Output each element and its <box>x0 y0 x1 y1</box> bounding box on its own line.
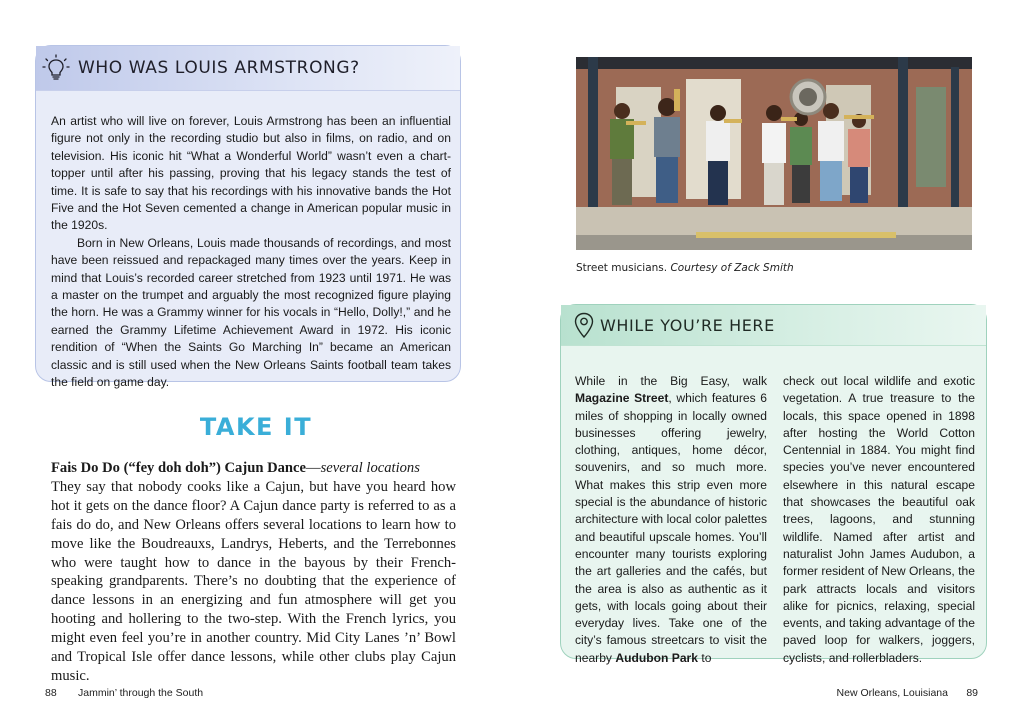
entry-text: They say that nobody cooks like a Cajun, but have you heard how hot it gets on the dance floor? A Cajun dance party is referred to as a fais do do, and New Orleans offers several locations to learn how to move like the Boudreauxs, Landrys, Heberts, and the Terrebonnes who were taught how to dance in the bayous by their French-speaking grandparents. There’s no doubting that the experience of dance lessons in an energizing and fun atmosphere will get you hooting and hollering to the two-step. With the French lyrics, you might even feel you’re in another country. Mid City Lanes ’n’ Bowl and Tropical Isle offer dance lessons, while other clubs play Cajun music. <box>51 478 456 684</box>
place-name: Magazine Street <box>575 391 669 406</box>
entry-title: Fais Do Do (“fey doh doh”) Cajun Dance <box>51 460 306 476</box>
page-number: 88 <box>45 687 57 699</box>
armstrong-sidebar <box>35 45 461 390</box>
right-page <box>512 0 1024 717</box>
column-text: While in the Big Easy, walk <box>575 374 767 388</box>
sidebar-paragraph: Born in New Orleans, Louis made thousands of recordings, and most have been reissued and repackaged many times over the years. Keep in mind that Louis’s recorded career stretched from 1923 until 1971. He was a master on the trumpet and arguably the most recognized figure playing the horn. He was a Grammy winner for his vocals in “Hello, Dolly!,” and he earned the Grammy Lifetime Achievement Award in 1972. His iconic rendition of “When the Saints Go Marching In” became an American classic and is still used when the New Orleans Saints football team takes the field on game day. <box>51 235 451 390</box>
photo-illustration <box>576 57 972 250</box>
take-it-entry <box>51 459 456 686</box>
caption-credit: Courtesy of Zack Smith <box>670 262 794 274</box>
running-title: Jammin’ through the South <box>78 687 204 699</box>
sidebar-title: WHO WAS LOUIS ARMSTRONG? <box>78 58 360 78</box>
column-text: to <box>698 650 712 665</box>
column-text: , which features 6 miles of shopping in locally owned businesses offering jewelry, clothing, antiques, home décor, souvenirs, and so much more. What makes this strip even more special is the abundance of historic architecture with local color palettes and beautiful upscale homes. You’ll encounter many tourists exploring the art galleries and the cafés, but the area is also as authentic as it gets, with locals going about their everyday lives. Take one of the city’s famous streetcars to visit the nearby <box>575 391 767 665</box>
column-2: check out local wildlife and exotic vegetation. A true treasure to the locals, this space opened in 1898 after hosting the World Cotton Centennial in 1884. You might find species you’ve never encountered elsewhere in this natural escape that showcases the beautiful oak trees, lagoons, and stunning wildlife. Named after artist and naturalist John James Audubon, a former resident of New Orleans, the park attracts locals and visitors alike for picnics, relaxing, special events, and taking advantage of the paved loop for walkers, joggers, cyclists, and rollerbladers. <box>783 374 975 665</box>
running-title: New Orleans, Louisiana <box>836 687 948 699</box>
photo-caption <box>576 262 794 274</box>
sidebar-header <box>36 46 460 91</box>
sidebar-header <box>561 305 986 346</box>
map-pin-icon <box>573 312 595 339</box>
sidebar-paragraph: An artist who will live on forever, Louis Armstrong has been an influential figure not only in the recording studio but also in films, on radio, and on television. His iconic hit “What a Wonderful World” wasn’t even a chart-topper until after his passing, proving that his legacy stands the test of time. It is safe to say that his recordings with his innovative bands the Hot Five and the Hot Seven cemented a change in American popular music in the 1920s. <box>51 114 451 233</box>
caption-text: Street musicians. <box>576 262 671 274</box>
page-number: 89 <box>966 687 978 699</box>
while-youre-here-sidebar <box>560 304 987 665</box>
sidebar-title: WHILE YOU’RE HERE <box>600 316 775 335</box>
entry-location: several locations <box>320 460 420 476</box>
section-heading: TAKE IT <box>199 413 313 441</box>
lightbulb-icon <box>42 54 70 82</box>
sidebar-body <box>51 113 451 392</box>
place-name: Audubon Park <box>615 650 698 665</box>
street-musicians-photo <box>576 57 972 250</box>
column-1 <box>575 373 767 667</box>
entry-separator: — <box>306 460 321 476</box>
